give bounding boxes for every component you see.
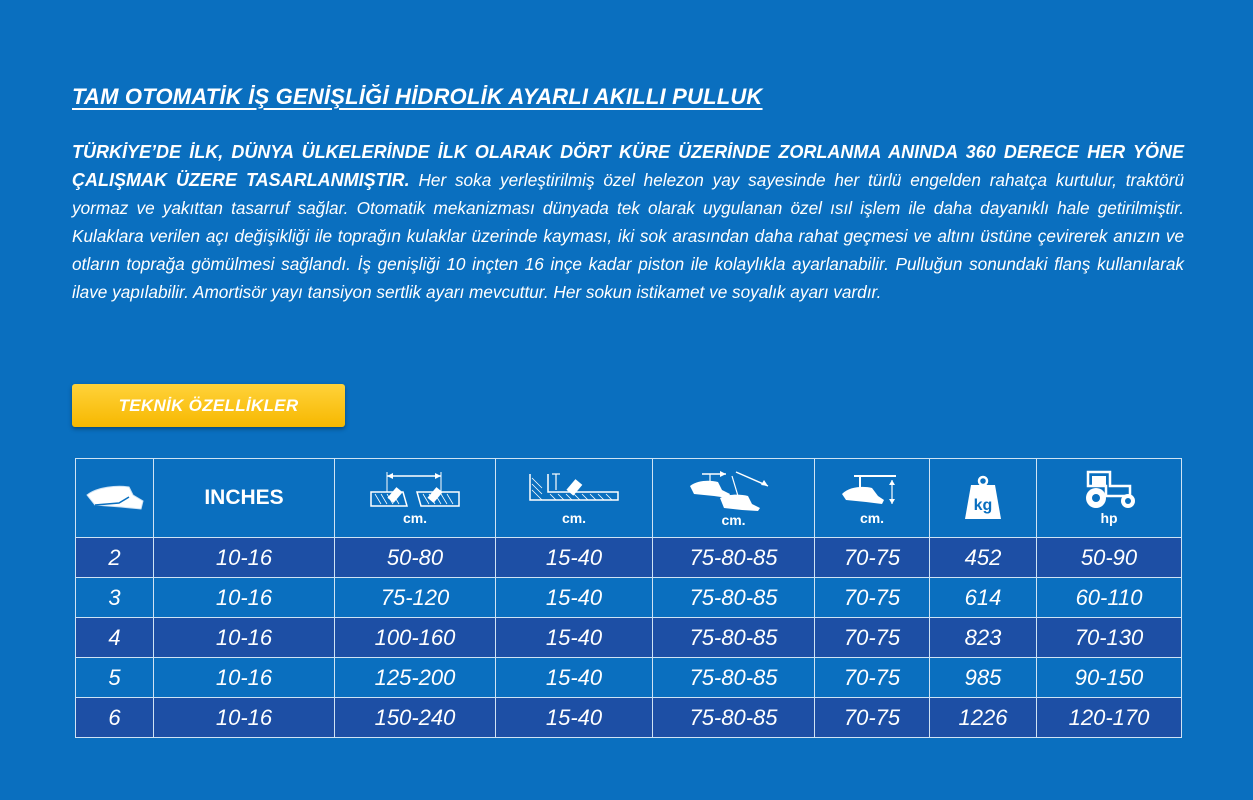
header-working-depth-unit: cm. bbox=[561, 510, 587, 526]
header-frame-clearance-unit: cm. bbox=[721, 512, 746, 528]
table-header-row bbox=[76, 459, 1182, 538]
header-working-depth bbox=[496, 459, 653, 538]
cell-frame-clearance: 75-80-85 bbox=[653, 658, 815, 698]
description-lead: TÜRKİYE’DE İLK, DÜNYA ÜLKELERİNDE İLK OLARAK DÖRT KÜRE ÜZERİNDE ZORLANMA ANINDA 360 DERECE HER YÖNE ÇALIŞMAK ÜZERE TASARLANMIŞTIR. bbox=[72, 142, 1184, 190]
cell-working-width: 75-120 bbox=[335, 578, 496, 618]
header-weight bbox=[930, 459, 1037, 538]
table-row bbox=[76, 618, 1182, 658]
header-inches bbox=[154, 459, 335, 538]
frame-clearance-icon bbox=[686, 468, 782, 512]
table-row bbox=[76, 698, 1182, 738]
cell-inches: 10-16 bbox=[154, 538, 335, 578]
description-body: Her soka yerleştirilmiş özel helezon yay sayesinde her türlü engelden rahatça kurtulur, traktörü yormaz ve yakıttan tasarruf sağlar. Otomatik mekanizması dünyada tek olarak uygulanan özel ısıl işlem ile daha dayanıklı hale getirilmiştir. Kulaklara verilen açı değişikliği ile toprağın kulaklar üzerinde kayması, iki sok arasından daha rahat geçmesi ve altını üstüne çevirerek anızın ve otların toprağa gömülmesi sağlandı. İş genişliği 10 inçten 16 inçe kadar piston ile kolaylıkla ayarlanabilir. Pulluğun sonundaki flanş kullanılarak ilave yapılabilir. Amortisör yayı tansiyon sertlik ayarı mevcuttur. Her sokun istikamet ve soyalık ayarı vardır. bbox=[72, 170, 1185, 302]
cell-bottoms: 3 bbox=[76, 578, 154, 618]
table-row bbox=[76, 658, 1182, 698]
cell-working-depth: 15-40 bbox=[496, 658, 653, 698]
weight-icon bbox=[963, 475, 1003, 521]
cell-power: 60-110 bbox=[1037, 578, 1182, 618]
cell-inches: 10-16 bbox=[154, 578, 335, 618]
header-working-width-unit: cm. bbox=[402, 510, 428, 526]
cell-weight: 985 bbox=[930, 658, 1037, 698]
plow-share-icon bbox=[83, 481, 147, 515]
cell-working-width: 100-160 bbox=[335, 618, 496, 658]
table-row bbox=[76, 538, 1182, 578]
cell-plow-height: 70-75 bbox=[815, 658, 930, 698]
cell-working-depth: 15-40 bbox=[496, 618, 653, 658]
cell-plow-height: 70-75 bbox=[815, 578, 930, 618]
cell-working-depth: 15-40 bbox=[496, 698, 653, 738]
cell-weight: 823 bbox=[930, 618, 1037, 658]
cell-power: 50-90 bbox=[1037, 538, 1182, 578]
description bbox=[72, 138, 1184, 306]
tractor-icon bbox=[1076, 470, 1142, 510]
page-title: TAM OTOMATİK İŞ GENİŞLİĞİ HİDROLİK AYARLI AKILLI PULLUK bbox=[72, 84, 763, 109]
cell-inches: 10-16 bbox=[154, 658, 335, 698]
header-power bbox=[1037, 459, 1182, 538]
cell-power: 70-130 bbox=[1037, 618, 1182, 658]
cell-frame-clearance: 75-80-85 bbox=[653, 538, 815, 578]
cell-frame-clearance: 75-80-85 bbox=[653, 578, 815, 618]
cell-weight: 452 bbox=[930, 538, 1037, 578]
working-depth-icon bbox=[526, 470, 622, 510]
cell-bottoms: 4 bbox=[76, 618, 154, 658]
weight-unit-label: kg bbox=[973, 497, 993, 514]
cell-working-depth: 15-40 bbox=[496, 538, 653, 578]
cell-frame-clearance: 75-80-85 bbox=[653, 618, 815, 658]
table-row bbox=[76, 578, 1182, 618]
cell-weight: 614 bbox=[930, 578, 1037, 618]
cell-bottoms: 2 bbox=[76, 538, 154, 578]
cell-plow-height: 70-75 bbox=[815, 538, 930, 578]
spec-table bbox=[75, 458, 1182, 738]
cell-working-depth: 15-40 bbox=[496, 578, 653, 618]
cell-inches: 10-16 bbox=[154, 698, 335, 738]
header-inches-label: INCHES bbox=[204, 486, 284, 509]
cell-weight: 1226 bbox=[930, 698, 1037, 738]
technical-specs-button[interactable]: TEKNİK ÖZELLİKLER bbox=[72, 384, 345, 427]
header-bottoms bbox=[76, 459, 154, 538]
cell-working-width: 125-200 bbox=[335, 658, 496, 698]
cell-frame-clearance: 75-80-85 bbox=[653, 698, 815, 738]
cell-power: 90-150 bbox=[1037, 658, 1182, 698]
header-power-unit: hp bbox=[1100, 510, 1118, 526]
cell-working-width: 150-240 bbox=[335, 698, 496, 738]
header-frame-clearance bbox=[653, 459, 815, 538]
header-working-width bbox=[335, 459, 496, 538]
header-plow-height-unit: cm. bbox=[859, 510, 885, 526]
cell-plow-height: 70-75 bbox=[815, 618, 930, 658]
cell-working-width: 50-80 bbox=[335, 538, 496, 578]
cell-power: 120-170 bbox=[1037, 698, 1182, 738]
plow-height-icon bbox=[840, 470, 904, 510]
cell-bottoms: 5 bbox=[76, 658, 154, 698]
cell-bottoms: 6 bbox=[76, 698, 154, 738]
cell-plow-height: 70-75 bbox=[815, 698, 930, 738]
working-width-icon bbox=[367, 470, 463, 510]
header-plow-height bbox=[815, 459, 930, 538]
cell-inches: 10-16 bbox=[154, 618, 335, 658]
